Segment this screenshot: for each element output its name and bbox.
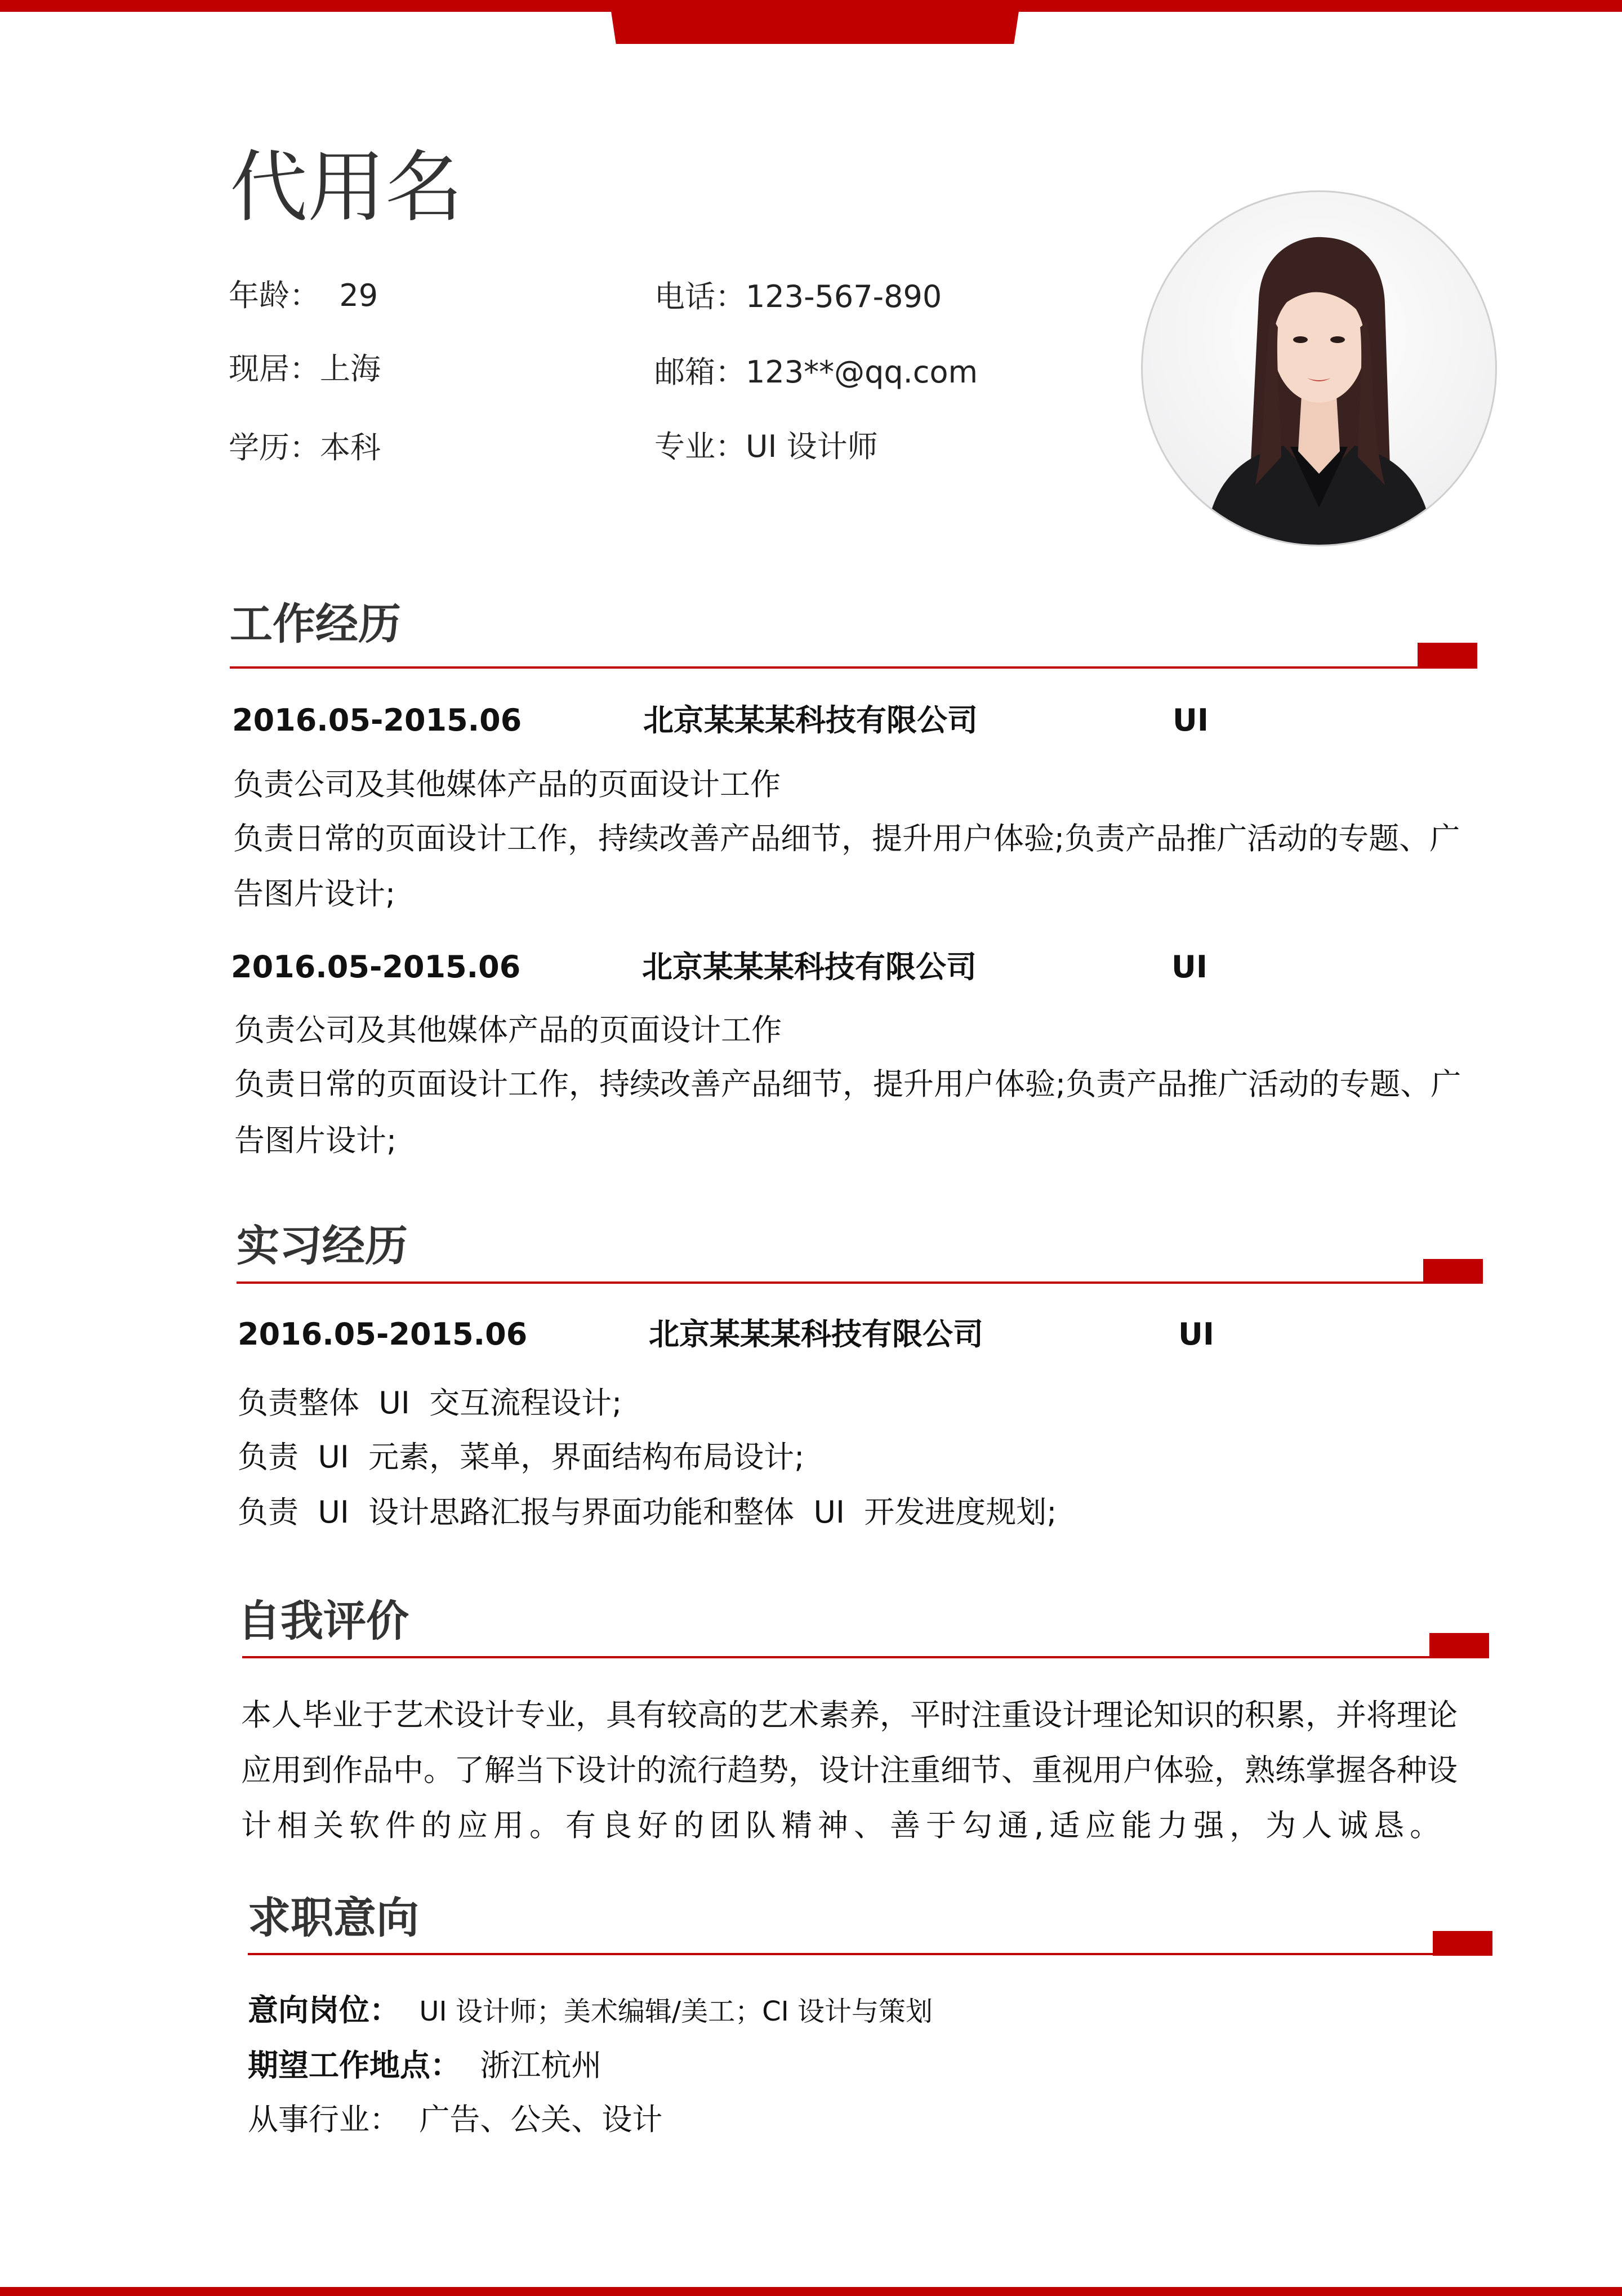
- job-date: 2016.05-2015.06: [232, 702, 522, 738]
- section-title-job-intention: 求职意向: [248, 1893, 419, 1943]
- intended-position-label: 意向岗位：: [248, 1992, 400, 2028]
- major-label: 专业：: [654, 429, 746, 464]
- job-company: 北京某某某科技有限公司: [643, 702, 978, 738]
- section-accent-self-evaluation: [1429, 1633, 1489, 1658]
- job-date: 2016.05-2015.06: [231, 949, 521, 985]
- job-description-line: 负责公司及其他媒体产品的页面设计工作: [233, 767, 781, 802]
- job-description-line: 告图片设计;: [233, 876, 396, 911]
- job-company: 北京某某某科技有限公司: [642, 949, 977, 985]
- internship-description-line: 负责整体 UI 交互流程设计;: [238, 1385, 622, 1421]
- section-accent-work: [1418, 643, 1477, 668]
- internship-role: UI: [1178, 1316, 1214, 1352]
- job-role: UI: [1173, 702, 1209, 738]
- job-role: UI: [1171, 949, 1207, 985]
- phone-value: 123-567-890: [746, 279, 942, 314]
- section-divider-self-evaluation: [242, 1656, 1489, 1658]
- major-value: UI 设计师: [746, 429, 878, 464]
- top-accent-tab: [609, 0, 1021, 44]
- expected-location-row: [248, 2046, 601, 2085]
- profile-photo: [1141, 190, 1497, 546]
- intended-position-row: [248, 1991, 933, 2031]
- email-label: 邮箱：: [654, 354, 746, 390]
- job-description-line: 负责公司及其他媒体产品的页面设计工作: [234, 1012, 782, 1048]
- education-value: 本科: [320, 430, 381, 465]
- section-accent-internship: [1423, 1259, 1483, 1284]
- education-label: 学历：: [229, 430, 320, 465]
- section-divider-internship: [237, 1282, 1483, 1284]
- section-title-work: 工作经历: [230, 599, 401, 649]
- self-evaluation-line: 应用到作品中。了解当下设计的流行趋势，设计注重细节、重视用户体验，熟练掌握各种设: [241, 1752, 1458, 1788]
- phone-row: [654, 277, 942, 317]
- industry-label: 从事行业：: [248, 2102, 400, 2137]
- city-value: 上海: [320, 351, 381, 386]
- phone-label: 电话：: [654, 279, 746, 314]
- self-evaluation-line: 计相关软件的应用。有良好的团队精神、善于勾通,适应能力强，为人诚恳。: [241, 1808, 1446, 1843]
- self-evaluation-line: 本人毕业于艺术设计专业，具有较高的艺术素养，平时注重设计理论知识的积累，并将理论: [241, 1697, 1458, 1733]
- education-row: [229, 428, 381, 468]
- job-description-line: 负责日常的页面设计工作，持续改善产品细节，提升用户体验;负责产品推广活动的专题、广: [233, 821, 1460, 856]
- intended-position-value: UI 设计师；美术编辑/美工；CI 设计与策划: [419, 1996, 933, 2027]
- industry-row: [248, 2100, 662, 2139]
- job-description-line: 负责日常的页面设计工作，持续改善产品细节，提升用户体验;负责产品推广活动的专题、广: [234, 1066, 1461, 1102]
- industry-value: 广告、公关、设计: [419, 2102, 663, 2137]
- internship-description-line: 负责 UI 元素，菜单，界面结构布局设计;: [238, 1439, 805, 1475]
- section-divider-job-intention: [248, 1953, 1492, 1955]
- job-description-line: 告图片设计;: [234, 1123, 397, 1158]
- section-accent-job-intention: [1433, 1931, 1492, 1956]
- internship-date: 2016.05-2015.06: [238, 1316, 528, 1352]
- profile-photo-illustration: [1143, 192, 1495, 545]
- section-title-self-evaluation: 自我评价: [238, 1596, 409, 1646]
- email-row: [654, 353, 978, 392]
- age-row: [229, 276, 378, 315]
- section-divider-work: [230, 666, 1477, 669]
- candidate-name: 代用名: [230, 142, 464, 233]
- email-value: 123**@qq.com: [746, 354, 978, 390]
- internship-company: 北京某某某科技有限公司: [649, 1316, 983, 1352]
- internship-description-line: 负责 UI 设计思路汇报与界面功能和整体 UI 开发进度规划;: [238, 1494, 1057, 1530]
- bottom-accent-bar: [0, 2287, 1622, 2296]
- expected-location-label: 期望工作地点：: [248, 2048, 461, 2083]
- city-row: [229, 349, 381, 389]
- age-value: 29: [339, 278, 378, 313]
- city-label: 现居：: [229, 351, 320, 386]
- age-label: 年龄：: [229, 278, 320, 313]
- expected-location-value: 浙江杭州: [480, 2048, 602, 2083]
- major-row: [654, 427, 878, 466]
- section-title-internship: 实习经历: [237, 1221, 408, 1271]
